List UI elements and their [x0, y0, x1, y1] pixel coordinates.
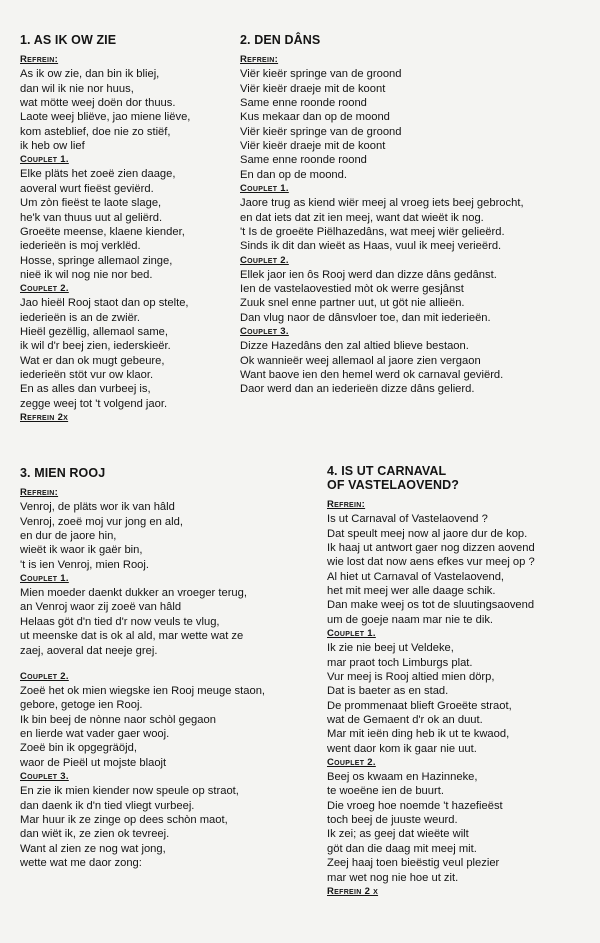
- lyric-line: Zoeë bin ik opgegräöjd,: [20, 742, 137, 755]
- lyric-line: Groeëte meense, klaene kiender,: [20, 225, 185, 238]
- lyric-line: Ik zie nie beej ut Veldeke,: [327, 642, 454, 655]
- section-label: Refrein:: [20, 54, 59, 65]
- song-1: [20, 33, 235, 425]
- lyric-line: zaej, aoveral dat neeje grej.: [20, 644, 158, 657]
- lyric-line: Dan vlug naor de dânsvloer toe, dan mit iederieën.: [240, 311, 491, 324]
- lyric-line: 't Is de groeëte Piëlhazedâns, wat meej wiër gelieërd.: [240, 225, 505, 238]
- lyric-line: an Venroj waor zij zoeë van hâld: [20, 601, 182, 614]
- lyric-line: Zeej haaj toen bieëstig veul plezier: [327, 857, 500, 870]
- lyric-line: en dur de jaore hin,: [20, 529, 117, 542]
- lyric-line: Ik zei; as geej dat wieëte wilt: [327, 828, 469, 841]
- lyric-line: wie lost dat now aens efkes vur meej op ?: [327, 556, 535, 569]
- lyric-line: ik heb ow lief: [20, 139, 85, 152]
- section-label: Refrein:: [20, 487, 59, 498]
- section-label: Couplet 1.: [20, 154, 69, 166]
- lyric-line: Viër kieër draeje mit de koont: [240, 139, 386, 152]
- lyric-line: Mar mit ieën ding heb ik ut te kwaod,: [327, 728, 510, 741]
- lyric-line: iederieën is an de zwiër.: [20, 311, 141, 324]
- lyric-line: Elke pläts het zoeë zien daage,: [20, 168, 176, 181]
- lyric-line: ik wil d'r beej zien, iederskieër.: [20, 340, 171, 353]
- section-label: Refrein:: [240, 54, 279, 65]
- lyric-line: Zoeë het ok mien wiegske ien Rooj meuge staon,: [20, 685, 266, 698]
- section-label: Refrein:: [327, 499, 366, 510]
- lyric-line: Venroj, de pläts wor ik van hâld: [20, 501, 175, 514]
- section-label: Couplet 1.: [20, 572, 69, 584]
- song-title-line-1: 4. IS UT CARNAVAL: [327, 464, 447, 478]
- lyric-line: Dat speult meej now al jaore dur de kop.: [327, 527, 528, 540]
- section-label: Couplet 3.: [240, 326, 289, 338]
- lyric-line: Ik haaj ut antwort gaer nog dizzen aovend: [327, 541, 535, 554]
- lyric-line: Kus mekaar dan op de moond: [240, 111, 390, 124]
- lyric-line: aoveral wurt fieëst geviërd.: [20, 182, 154, 195]
- lyric-line: Die vroeg hoe noemde 't hazefieëst: [327, 799, 503, 812]
- song-4: [327, 464, 592, 899]
- lyric-line: Um zòn fieëst te laote slage,: [20, 197, 162, 210]
- lyric-line: As ik ow zie, dan bin ik bliej,: [20, 68, 160, 81]
- lyric-line: Dan make weej os tot de sluutingsaovend: [327, 599, 535, 612]
- section-label: Couplet 2.: [327, 756, 376, 768]
- lyric-line: Same enne roonde roond: [240, 96, 367, 109]
- lyric-line: De prommenaat blieft Groeëte straot,: [327, 699, 512, 712]
- lyric-line: wat mötte weej doën dor thuus.: [20, 96, 176, 109]
- lyric-line: Is ut Carnaval of Vastelaovend ?: [327, 513, 488, 526]
- lyric-line: Ien de vastelaovestied mòt ok werre gesjânst: [240, 283, 464, 296]
- lyric-line: Wat er dan ok mugt gebeure,: [20, 354, 165, 367]
- lyric-line: En zie ik mien kiender now speule op straot,: [20, 785, 239, 798]
- lyric-line: iederieën stöt vur ow klaor.: [20, 369, 154, 382]
- lyric-line: En as alles dan vurbeej is,: [20, 383, 151, 396]
- song-3: [20, 466, 320, 870]
- lyric-line: Mar huur ik ze zinge op dees schòn maot,: [20, 814, 228, 826]
- lyric-line: Hosse, springe allemaol zinge,: [20, 254, 173, 267]
- song-title-line-2: OF VASTELAOVEND?: [327, 478, 459, 492]
- lyric-line: göt dan die daag mit meej mit.: [327, 842, 477, 855]
- lyric-line: Want al zien ze nog wat jong,: [20, 842, 166, 855]
- lyric-line: zegge weej tot 't volgend jaor.: [20, 397, 168, 410]
- song-title: [327, 464, 592, 492]
- lyric-line: 't is ien Venroj, mien Rooj.: [20, 558, 149, 571]
- lyric-line: Dat is baeter as en stad.: [327, 685, 449, 698]
- lyric-line: Jao hieël Rooj staot dan op stelte,: [20, 297, 189, 310]
- song-2: [240, 33, 590, 397]
- lyric-line: he'k van thuus uut al geliërd.: [20, 211, 163, 224]
- lyric-line: Ok wannieër weej allemaol al jaore zien vergaon: [240, 354, 481, 367]
- lyric-line: ut meenske dat is ok al ald, mar wette wat ze: [20, 630, 244, 643]
- lyric-line: Viër kieër draeje mit de koont: [240, 82, 386, 95]
- lyric-line: Al hiet ut Carnaval of Vastelaovend,: [327, 570, 505, 583]
- lyric-line: Viër kieër springe van de groond: [240, 68, 402, 81]
- lyric-line: mar wet nog nie hoe ut zit.: [327, 871, 459, 884]
- lyric-line: en lierde wat vader gaer wooj.: [20, 728, 170, 741]
- lyric-line: wieët ik waor ik gaër bin,: [20, 544, 143, 557]
- lyric-line: Same enne roonde roond: [240, 154, 367, 167]
- lyric-line: wat de Gemaent d'r ok an duut.: [327, 713, 483, 726]
- lyric-line: Vur meej is Rooj altied mien dörp,: [327, 670, 495, 683]
- lyric-line: en dat iets dat zit ien meej, want dat wieët ik nog.: [240, 211, 484, 224]
- lyric-line: kom asteblief, doe nie zo stiëf,: [20, 125, 171, 138]
- lyric-line: wette wat me daor zong:: [20, 857, 142, 870]
- lyric-line: Helaas göt d'n tied d'r now veuls te vlug,: [20, 615, 220, 628]
- lyric-line: Hieël gezëllig, allemaol same,: [20, 326, 168, 339]
- lyric-line: nieë ik wil nog nie nor bed.: [20, 268, 153, 281]
- section-label: Couplet 2.: [20, 670, 69, 682]
- lyric-line: gebore, getoge ien Rooj.: [20, 699, 143, 712]
- lyric-line: Ellek jaor ien ôs Rooj werd dan dizze dâns gedânst.: [240, 268, 497, 281]
- lyric-line: Ik bin beej de nònne naor schòl gegaon: [20, 713, 216, 726]
- lyric-line: te woeëne ien de buurt.: [327, 785, 444, 798]
- section-label: Couplet 2.: [20, 283, 69, 295]
- lyric-line: went daor kom ik gaar nie uut.: [327, 742, 477, 755]
- section-label: Refrein 2x: [20, 412, 69, 424]
- lyric-line: Venroj, zoeë moj vur jong en ald,: [20, 515, 183, 528]
- lyric-line: Mien moeder daenkt dukker an vroeger terug,: [20, 587, 247, 600]
- lyric-line: Dizze Hazedâns den zal altied blieve bestaon.: [240, 340, 469, 353]
- lyric-line: um de goeje naam mar nie te dik.: [327, 613, 494, 626]
- song-title: 1. AS IK OW ZIE: [20, 33, 117, 47]
- lyric-line: dan wiët ik, ze zien ok tevreej.: [20, 828, 170, 841]
- section-label: Couplet 2.: [240, 254, 289, 266]
- lyric-line: het mit meej wer alle daage schik.: [327, 584, 496, 597]
- lyric-line: En dan op de moond.: [240, 168, 347, 181]
- lyric-line: Viër kieër springe van de groond: [240, 125, 402, 138]
- lyric-line: Want baove ien den hemel werd ok carnaval geviërd.: [240, 369, 504, 381]
- lyric-line: Daor werd dan an iederieën dizze dâns gelierd.: [240, 383, 475, 396]
- lyric-line: Sinds ik dit dan wieët as Haas, vuul ik meej verieërd.: [240, 240, 502, 253]
- stanza-gap: [20, 658, 320, 670]
- section-label: Couplet 1.: [327, 627, 376, 639]
- lyric-line: dan daenk ik d'n tied vliegt vurbeej.: [20, 799, 195, 812]
- lyric-line: dan wil ik nie nor huus,: [20, 82, 134, 95]
- lyric-line: mar praot toch Limburgs plat.: [327, 656, 473, 669]
- section-label: Couplet 1.: [240, 182, 289, 194]
- lyric-line: toch beej de juuste weurd.: [327, 814, 458, 827]
- section-label: Refrein 2 x: [327, 885, 379, 897]
- lyric-line: waor de Pieël ut mojste blaojt: [20, 756, 167, 769]
- lyric-line: Zuuk snel enne partner uut, ut göt nie allieën.: [240, 297, 465, 310]
- song-title: 2. DEN DÂNS: [240, 33, 321, 47]
- lyric-line: Beej os kwaam en Hazinneke,: [327, 771, 478, 784]
- song-title: 3. MIEN ROOJ: [20, 466, 106, 480]
- section-label: Couplet 3.: [20, 771, 69, 783]
- lyric-line: iederieën is moj verklëd.: [20, 240, 141, 253]
- lyric-line: Jaore trug as kiend wiër meej al vroeg iets beej gebrocht,: [240, 197, 524, 210]
- lyric-line: Laote weej bliëve, jao miene liëve,: [20, 111, 191, 124]
